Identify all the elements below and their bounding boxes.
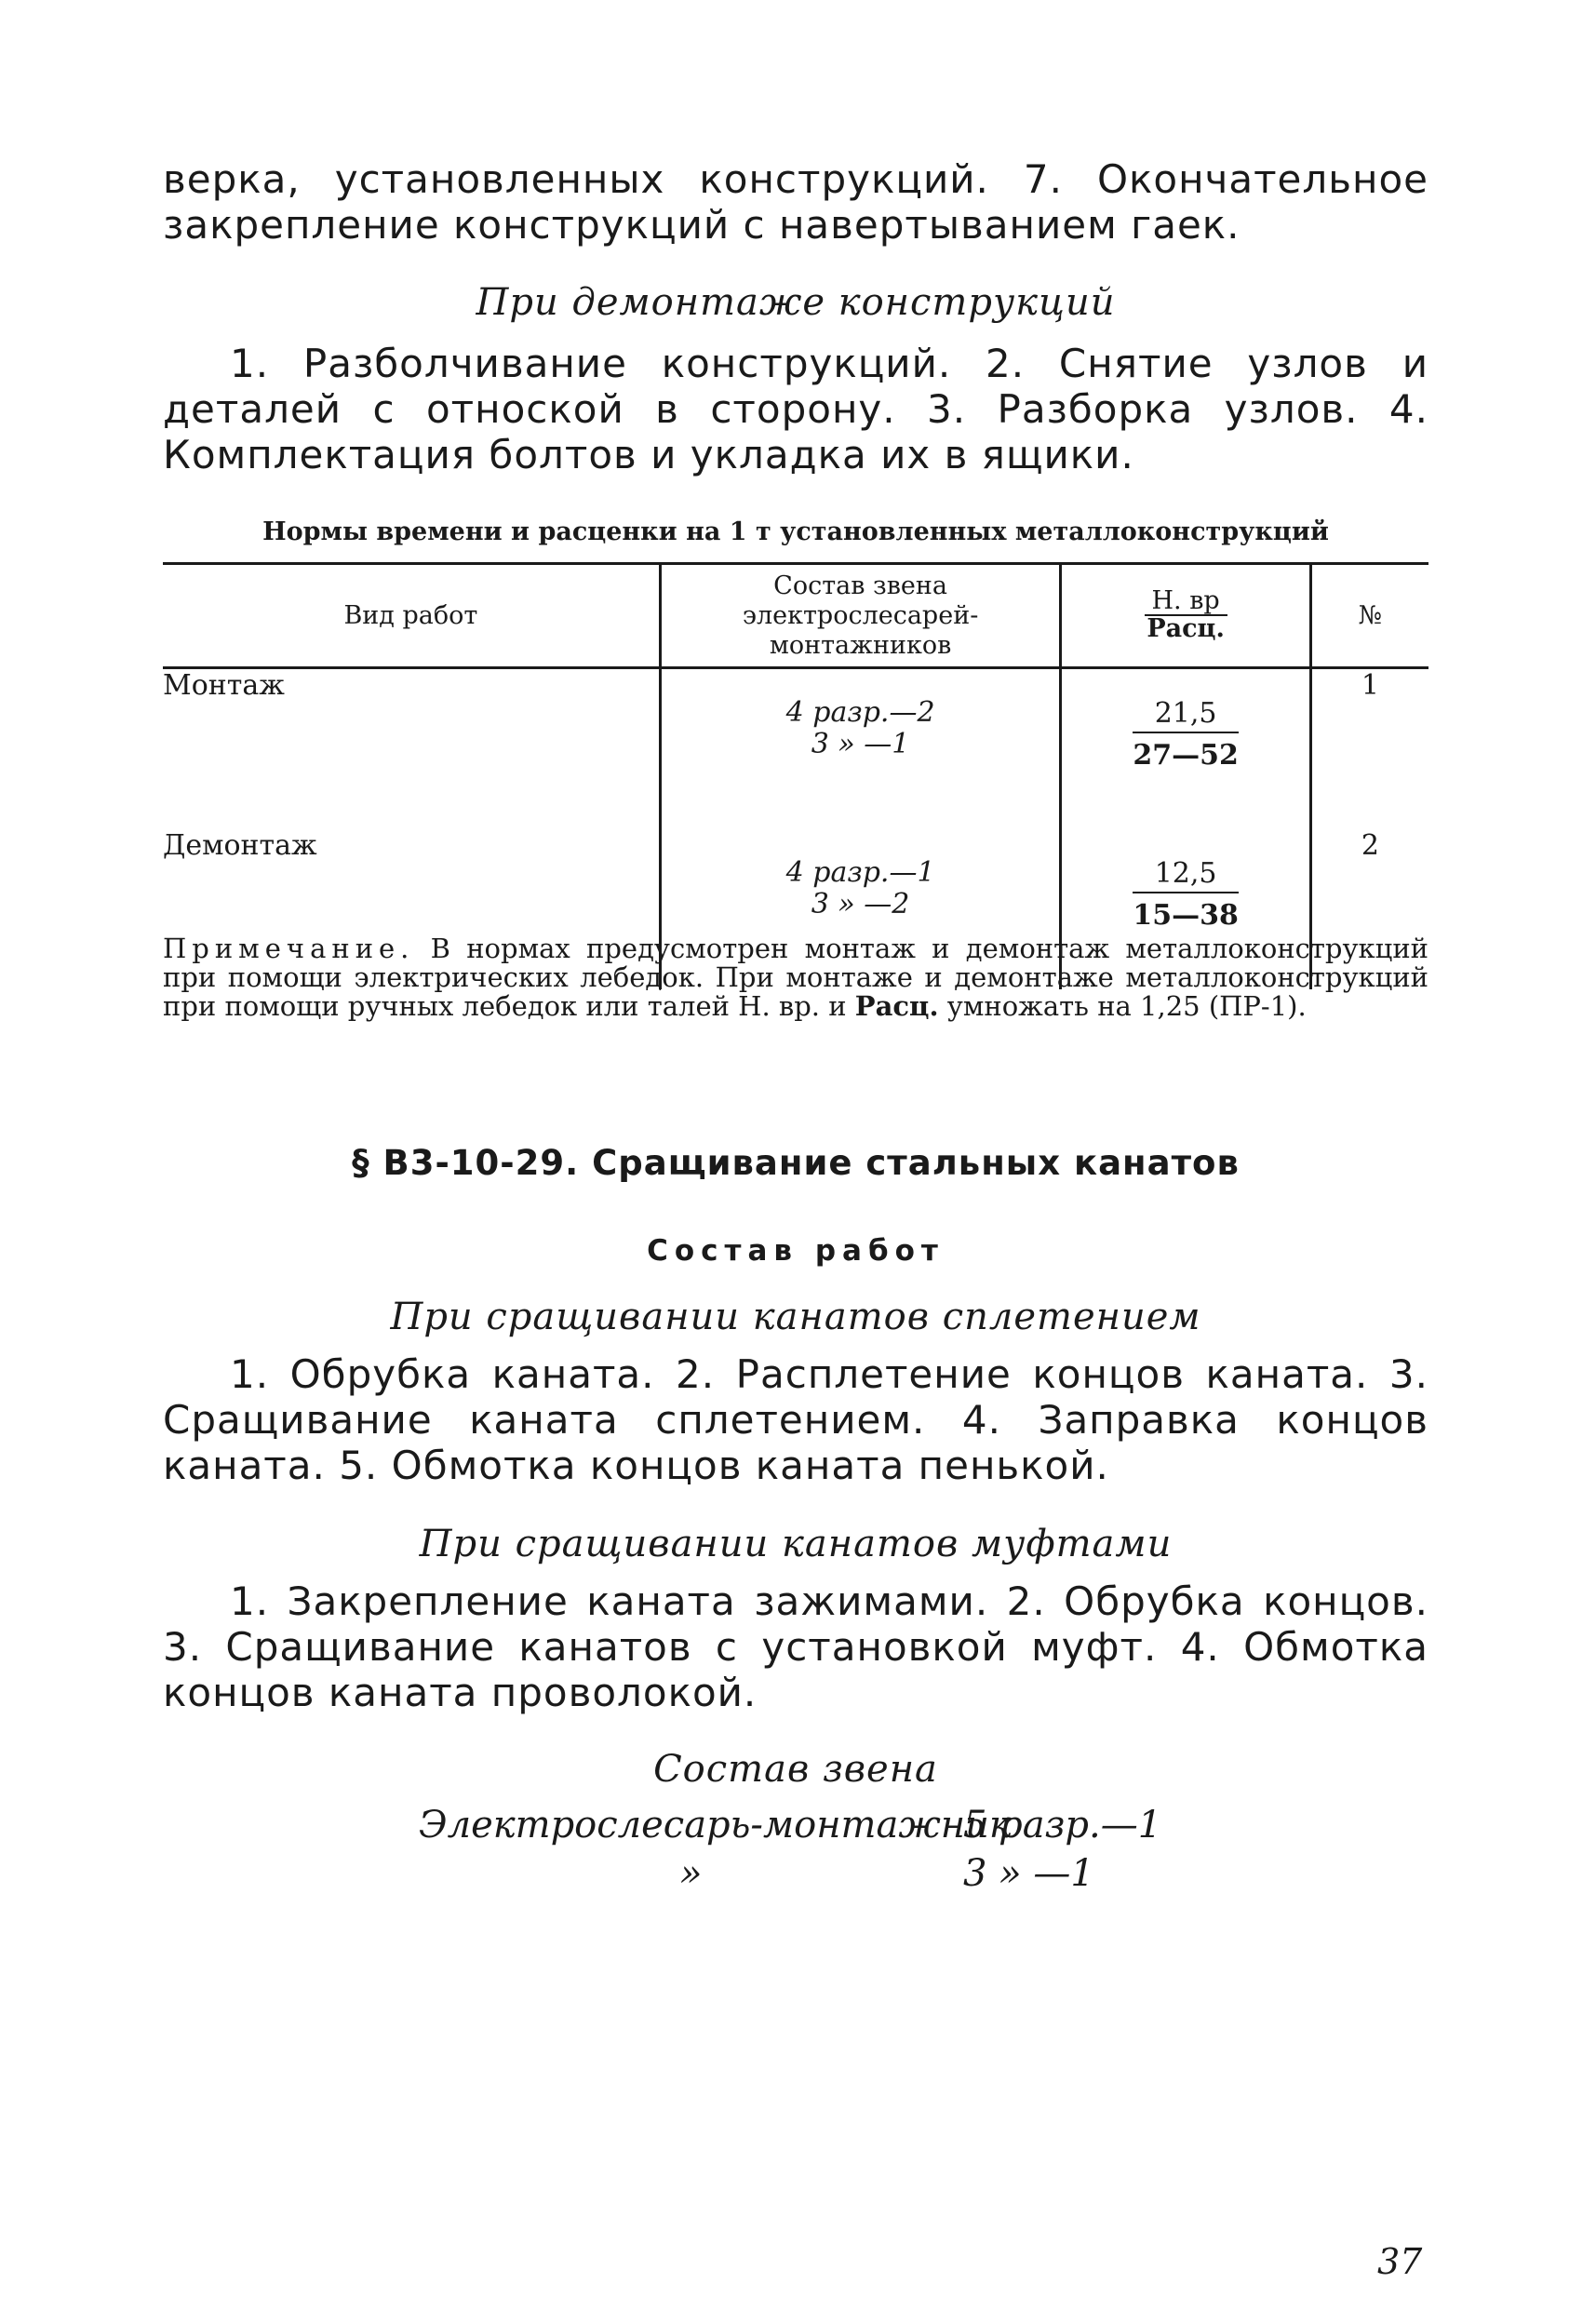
work-composition-heading: Состав работ: [647, 1234, 945, 1268]
norms-table: [163, 562, 1428, 989]
note-text-after: умножать на 1,25 (ПР-1).: [938, 990, 1307, 1022]
crew-line-1: 4 разр.—1: [785, 856, 935, 889]
crew-grade: 5 разр.—1: [963, 1804, 1162, 1847]
crew-heading: Состав звена: [653, 1748, 938, 1791]
splicing-text: 1. Обрубка каната. 2. Расплетение концов каната. 3. Сращивание каната сплетением. 4. Заправка концов каната. 5. Обмотка концов каната пенькой.: [163, 1351, 1428, 1488]
header-crew-text: Состав звена электрослесарей-монтажников: [742, 571, 979, 660]
crew-title: »: [679, 1852, 703, 1895]
table-title: Нормы времени и расценки на 1 т установленных металлоконструкций: [262, 517, 1329, 546]
norm-rate-fraction: [1133, 697, 1239, 772]
cell-number: 2: [1361, 829, 1379, 862]
header-crew: [660, 564, 1061, 668]
header-norm: Н. вр: [1145, 588, 1227, 616]
cell-crew: [660, 668, 1061, 830]
cell-number: 1: [1361, 669, 1379, 702]
crew-line-1: 4 разр.—2: [785, 696, 935, 729]
crew-row: [419, 1804, 1256, 1852]
coupling-heading: При сращивании канатов муфтами: [419, 1523, 1173, 1565]
coupling-text: 1. Закрепление каната зажимами. 2. Обрубка концов. 3. Сращивание канатов с установкой муфт. 4. Обмотка концов каната проволокой.: [163, 1578, 1428, 1715]
cell-norm: 21,5: [1133, 697, 1239, 733]
crew-line-2: 3 » —1: [811, 728, 910, 760]
cell-rate: 27—52: [1133, 739, 1239, 772]
cell-work-type: Монтаж: [163, 668, 660, 830]
table-row: [163, 668, 1428, 830]
splicing-heading: При сращивании канатов сплетением: [390, 1296, 1201, 1338]
cell-norm: 12,5: [1133, 857, 1239, 893]
cell-norm-rate: [1061, 668, 1310, 830]
crew-grade: 3 » —1: [963, 1852, 1094, 1895]
crew-list: [419, 1804, 1256, 1900]
splicing-paragraph: [163, 1351, 1428, 1488]
header-rate: Расц.: [1147, 614, 1225, 643]
header-work-type: Вид работ: [163, 564, 660, 668]
header-number: №: [1358, 601, 1383, 630]
intro-paragraph: [163, 156, 1428, 248]
coupling-paragraph: [163, 1578, 1428, 1715]
header-fraction: [1145, 588, 1227, 642]
cell-work-type: Демонтаж: [163, 829, 660, 989]
header-norm-rate: [1061, 564, 1310, 668]
cell-rate: 15—38: [1133, 899, 1239, 932]
section-title: § В3-10-29. Сращивание стальных канатов: [352, 1143, 1240, 1183]
crew-title: Электрослесарь-монтажник: [419, 1804, 1012, 1847]
note-bold: Расц.: [854, 990, 939, 1022]
intro-text: верка, установленных конструкций. 7. Окончательное закрепление конструкций с навертыванием гаек.: [163, 156, 1428, 248]
norm-rate-fraction: [1133, 857, 1239, 932]
crew-row: [419, 1852, 1256, 1900]
dismantling-paragraph: [163, 341, 1428, 477]
table-note: [163, 934, 1428, 1021]
note-label: Примечание.: [163, 933, 415, 964]
dismantling-text: 1. Разболчивание конструкций. 2. Снятие узлов и деталей с отноской в сторону. 3. Разборка узлов. 4. Комплектация болтов и укладка их в ящики.: [163, 341, 1428, 477]
page-number: 37: [1377, 2241, 1423, 2282]
dismantling-heading: При демонтаже конструкций: [476, 281, 1116, 324]
table-header-row: [163, 564, 1428, 668]
note-text-before: В нормах предусмотрен монтаж и демонтаж металлоконструкций при помощи электрических лебедок. При монтаже и демонтаже металлоконструкций при помощи ручных лебедок или талей Н. вр. и: [163, 933, 1428, 1022]
crew-line-2: 3 » —2: [811, 888, 910, 920]
